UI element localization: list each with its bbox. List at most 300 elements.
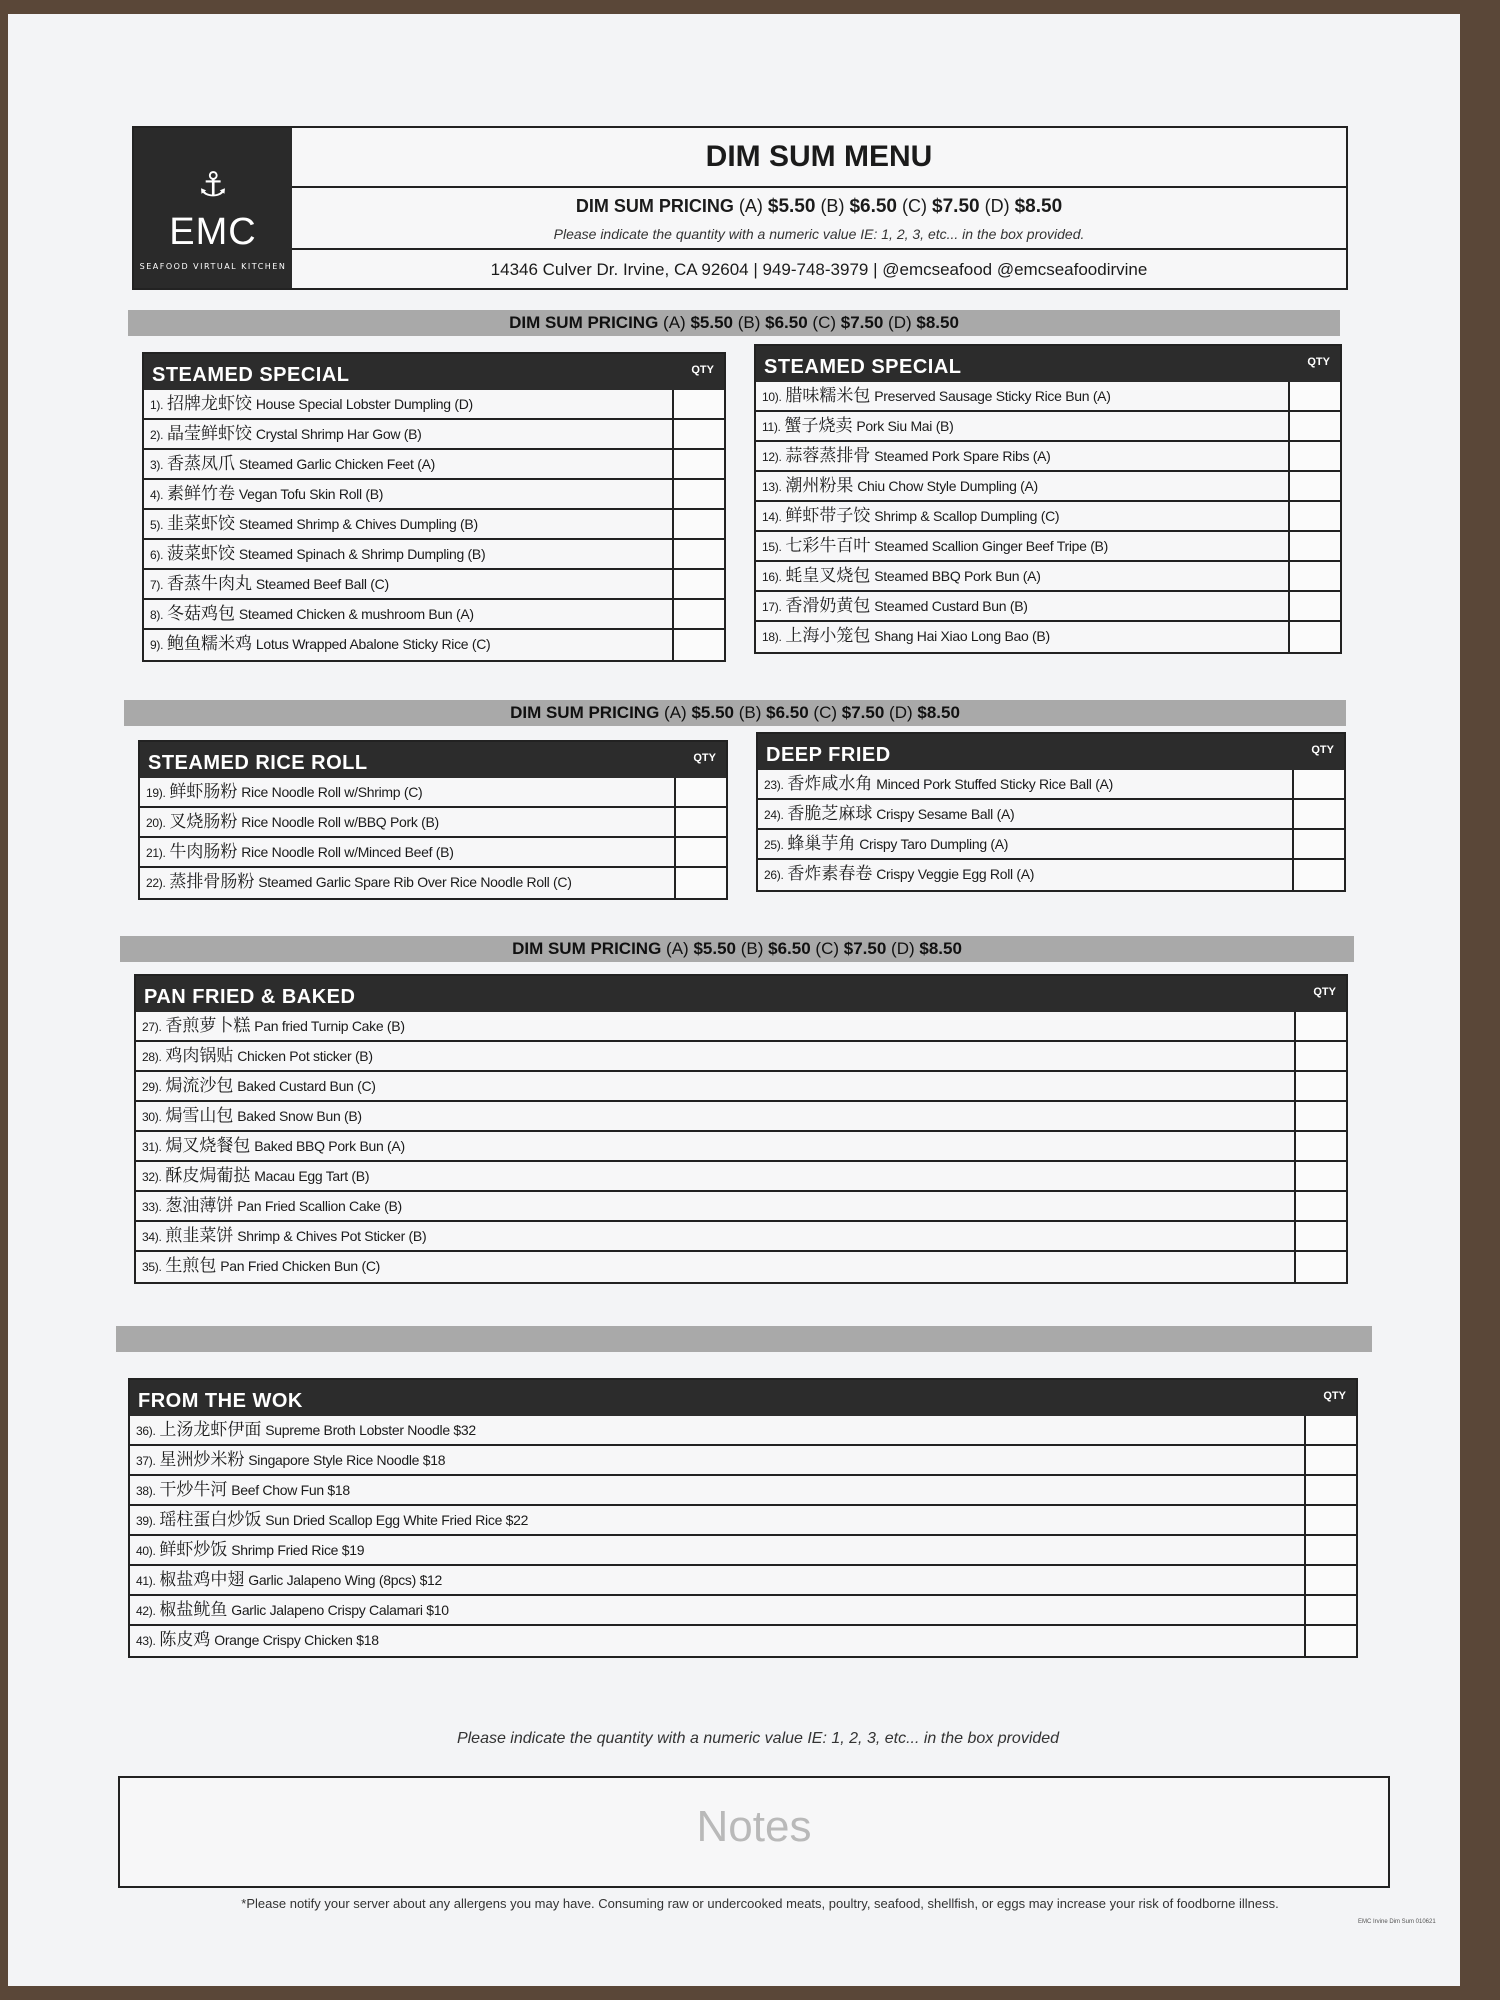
menu-item-row	[136, 1162, 1346, 1192]
notes-label: Notes	[696, 1802, 812, 1851]
item-number: 38).	[136, 1484, 156, 1498]
item-english-name: Rice Noodle Roll w/Shrimp (C)	[241, 784, 423, 800]
menu-item-text	[146, 838, 672, 867]
item-chinese-name: 鲜虾肠粉	[169, 782, 238, 801]
item-english-name: Preserved Sausage Sticky Rice Bun (A)	[874, 388, 1111, 404]
item-english-name: Supreme Broth Lobster Noodle $32	[265, 1422, 476, 1438]
quantity-box[interactable]	[1288, 532, 1340, 560]
item-number: 27).	[142, 1020, 162, 1034]
quantity-box[interactable]	[1288, 502, 1340, 530]
item-english-name: Sun Dried Scallop Egg White Fried Rice $22	[265, 1512, 529, 1528]
item-english-name: Baked BBQ Pork Bun (A)	[254, 1138, 405, 1154]
menu-item-text	[142, 1222, 1292, 1251]
section-from-the-wok	[128, 1378, 1358, 1658]
menu-item-row	[136, 1222, 1346, 1252]
menu-item-text	[150, 630, 670, 659]
item-chinese-name: 潮州粉果	[785, 476, 854, 495]
menu-item-row	[136, 1132, 1346, 1162]
item-english-name: Crispy Veggie Egg Roll (A)	[876, 866, 1035, 882]
item-number: 4).	[150, 488, 164, 502]
price-bar-key: (A)	[664, 703, 687, 722]
menu-item-text	[762, 412, 1286, 441]
section-header	[758, 734, 1344, 770]
item-english-name: Garlic Jalapeno Wing (8pcs) $12	[248, 1572, 443, 1588]
item-chinese-name: 酥皮焗葡挞	[165, 1166, 251, 1185]
quantity-box[interactable]	[1294, 1222, 1346, 1250]
menu-item-text	[136, 1626, 1302, 1655]
menu-item-text	[136, 1596, 1302, 1625]
item-number: 42).	[136, 1604, 156, 1618]
menu-item-row	[756, 502, 1340, 532]
menu-item-row	[136, 1072, 1346, 1102]
item-number: 24).	[764, 808, 784, 822]
item-english-name: Chiu Chow Style Dumpling (A)	[857, 478, 1038, 494]
quantity-box[interactable]	[1304, 1506, 1356, 1534]
menu-item-text	[150, 420, 670, 449]
menu-item-list	[758, 770, 1344, 890]
item-english-name: Vegan Tofu Skin Roll (B)	[238, 486, 384, 502]
quantity-box[interactable]	[674, 838, 726, 866]
item-chinese-name: 椒盐鸡中翅	[159, 1570, 245, 1589]
qty-column-header: QTY	[691, 364, 714, 376]
qty-column-header: QTY	[1307, 356, 1330, 368]
item-english-name: Steamed Shrimp & Chives Dumpling (B)	[238, 516, 478, 532]
menu-item-list	[136, 1012, 1346, 1282]
menu-item-row	[144, 630, 724, 660]
section-title: FROM THE WOK	[138, 1390, 303, 1412]
menu-item-text	[150, 600, 670, 629]
menu-item-text	[142, 1132, 1292, 1161]
price-bar-key: (B)	[737, 313, 761, 332]
item-chinese-name: 上海小笼包	[785, 626, 871, 645]
item-number: 15).	[762, 540, 782, 554]
menu-item-list	[144, 390, 724, 660]
menu-item-text	[150, 450, 670, 479]
menu-item-row	[140, 778, 726, 808]
item-number: 14).	[762, 510, 782, 524]
section-title: DEEP FRIED	[766, 744, 891, 766]
item-english-name: Beef Chow Fun $18	[231, 1482, 350, 1498]
item-number: 39).	[136, 1514, 156, 1528]
quantity-box[interactable]	[1292, 860, 1344, 890]
blank-price-bar	[116, 1326, 1372, 1352]
menu-item-row	[130, 1566, 1356, 1596]
item-english-name: Steamed Scallion Ginger Beef Tripe (B)	[874, 538, 1108, 554]
item-english-name: Garlic Jalapeno Crispy Calamari $10	[231, 1602, 449, 1618]
section-title: STEAMED RICE ROLL	[148, 752, 368, 774]
item-number: 33).	[142, 1200, 162, 1214]
item-number: 31).	[142, 1140, 162, 1154]
item-english-name: Shrimp & Scallop Dumpling (C)	[874, 508, 1060, 524]
quantity-box[interactable]	[1294, 1042, 1346, 1070]
item-number: 9).	[150, 638, 164, 652]
price-bar-value: $8.50	[917, 703, 960, 722]
quantity-box[interactable]	[1288, 472, 1340, 500]
item-number: 28).	[142, 1050, 162, 1064]
section-steamed-special-2	[754, 344, 1342, 654]
menu-item-text	[762, 382, 1286, 411]
item-number: 30).	[142, 1110, 162, 1124]
price-key-a: (A)	[738, 196, 763, 216]
price-value-d: $8.50	[1014, 196, 1063, 217]
item-chinese-name: 上汤龙虾伊面	[159, 1420, 262, 1439]
qty-column-header: QTY	[693, 752, 716, 764]
menu-item-text	[142, 1102, 1292, 1131]
item-english-name: Steamed Spinach & Shrimp Dumpling (B)	[238, 546, 486, 562]
item-english-name: Pan fried Turnip Cake (B)	[254, 1018, 405, 1034]
item-english-name: Steamed Garlic Spare Rib Over Rice Noodle Roll (C)	[258, 874, 572, 890]
item-chinese-name: 陈皮鸡	[159, 1630, 211, 1649]
menu-item-row	[130, 1596, 1356, 1626]
notes-box[interactable]	[118, 1776, 1390, 1888]
item-chinese-name: 冬菇鸡包	[166, 604, 235, 623]
allergen-notice: *Please notify your server about any allergens you may have. Consuming raw or undercooked meats, poultry, seafood, shellfish, or eggs may increase your risk of foodborne illness.	[241, 1896, 1279, 1911]
item-number: 17).	[762, 600, 782, 614]
section-header	[756, 346, 1340, 382]
section-header	[130, 1380, 1356, 1416]
menu-item-row	[756, 622, 1340, 652]
menu-item-row	[140, 868, 726, 898]
menu-item-row	[758, 800, 1344, 830]
quantity-box[interactable]	[1304, 1446, 1356, 1474]
quantity-box[interactable]	[672, 480, 724, 508]
item-number: 34).	[142, 1230, 162, 1244]
menu-item-row	[144, 570, 724, 600]
item-english-name: Orange Crispy Chicken $18	[214, 1632, 379, 1648]
menu-item-row	[756, 412, 1340, 442]
item-chinese-name: 焗流沙包	[165, 1076, 234, 1095]
price-bar-value: $8.50	[916, 313, 959, 332]
item-english-name: Shrimp & Chives Pot Sticker (B)	[237, 1228, 427, 1244]
price-bar	[124, 700, 1346, 726]
quantity-box[interactable]	[672, 540, 724, 568]
qty-column-header: QTY	[1313, 986, 1336, 998]
menu-item-text	[136, 1476, 1302, 1505]
menu-title: DIM SUM MENU	[292, 128, 1346, 188]
menu-item-text	[142, 1192, 1292, 1221]
quantity-box[interactable]	[1292, 830, 1344, 858]
quantity-box[interactable]	[672, 630, 724, 660]
item-chinese-name: 香滑奶黄包	[785, 596, 871, 615]
menu-item-text	[150, 510, 670, 539]
item-number: 35).	[142, 1260, 162, 1274]
item-chinese-name: 牛肉肠粉	[169, 842, 238, 861]
menu-item-text	[764, 830, 1290, 859]
menu-item-text	[136, 1566, 1302, 1595]
price-bar-key: (A)	[666, 939, 689, 958]
quantity-box[interactable]	[1294, 1102, 1346, 1130]
item-number: 21).	[146, 846, 166, 860]
footer-code: EMC Irvine Dim Sum 010621	[1358, 1919, 1436, 1925]
item-number: 40).	[136, 1544, 156, 1558]
item-chinese-name: 蒸排骨肠粉	[169, 872, 255, 891]
menu-item-row	[136, 1102, 1346, 1132]
menu-item-text	[142, 1042, 1292, 1071]
menu-item-text	[762, 592, 1286, 621]
quantity-box[interactable]	[674, 868, 726, 898]
menu-item-row	[130, 1446, 1356, 1476]
quantity-box[interactable]	[1304, 1416, 1356, 1444]
item-english-name: Crispy Sesame Ball (A)	[876, 806, 1015, 822]
price-bar-key: (C)	[812, 313, 837, 332]
item-number: 11).	[762, 420, 781, 434]
menu-item-row	[144, 450, 724, 480]
quantity-box[interactable]	[674, 778, 726, 806]
menu-item-text	[136, 1446, 1302, 1475]
price-bar-key: (B)	[738, 703, 762, 722]
item-english-name: Singapore Style Rice Noodle $18	[248, 1452, 446, 1468]
menu-item-row	[130, 1626, 1356, 1656]
quantity-box[interactable]	[1288, 562, 1340, 590]
item-english-name: Minced Pork Stuffed Sticky Rice Ball (A)	[876, 776, 1113, 792]
quantity-box[interactable]	[1292, 770, 1344, 798]
item-chinese-name: 生煎包	[165, 1256, 217, 1275]
item-english-name: Steamed Beef Ball (C)	[255, 576, 389, 592]
quantity-box[interactable]	[1288, 622, 1340, 652]
item-number: 19).	[146, 786, 166, 800]
price-bar-key: (B)	[740, 939, 764, 958]
section-title: STEAMED SPECIAL	[764, 356, 962, 378]
menu-item-text	[142, 1072, 1292, 1101]
menu-item-text	[142, 1162, 1292, 1191]
menu-item-row	[140, 808, 726, 838]
section-header	[140, 742, 726, 778]
menu-item-row	[756, 562, 1340, 592]
quantity-box[interactable]	[1294, 1012, 1346, 1040]
item-chinese-name: 香蒸牛肉丸	[166, 574, 252, 593]
item-chinese-name: 鲍鱼糯米鸡	[166, 634, 252, 653]
item-chinese-name: 干炒牛河	[159, 1480, 228, 1499]
quantity-box[interactable]	[1292, 800, 1344, 828]
item-chinese-name: 招牌龙虾饺	[166, 394, 252, 413]
qty-column-header: QTY	[1311, 744, 1334, 756]
item-chinese-name: 葱油薄饼	[165, 1196, 234, 1215]
price-bar-label: DIM SUM PRICING	[512, 939, 662, 958]
item-english-name: Pan Fried Scallion Cake (B)	[237, 1198, 402, 1214]
item-english-name: Rice Noodle Roll w/BBQ Pork (B)	[241, 814, 439, 830]
menu-item-text	[762, 532, 1286, 561]
item-english-name: Pork Siu Mai (B)	[856, 418, 954, 434]
contact-info: 14346 Culver Dr. Irvine, CA 92604 | 949-748-3979 | @emcseafood @emcseafoodirvine	[292, 248, 1346, 290]
price-value-b: $6.50	[849, 196, 897, 217]
price-key-d: (D)	[984, 196, 1010, 216]
quantity-box[interactable]	[672, 420, 724, 448]
quantity-box[interactable]	[1304, 1626, 1356, 1656]
section-header	[136, 976, 1346, 1012]
menu-item-text	[762, 622, 1286, 651]
item-chinese-name: 香煎萝卜糕	[165, 1016, 251, 1035]
item-english-name: Steamed Custard Bun (B)	[874, 598, 1028, 614]
item-chinese-name: 星洲炒米粉	[159, 1450, 245, 1469]
menu-item-row	[756, 592, 1340, 622]
price-bar-value: $8.50	[919, 939, 962, 958]
quantity-box[interactable]	[1288, 442, 1340, 470]
quantity-box[interactable]	[674, 808, 726, 836]
item-number: 43).	[136, 1634, 156, 1648]
menu-item-text	[764, 860, 1290, 889]
menu-item-text	[150, 540, 670, 569]
item-english-name: Pan Fried Chicken Bun (C)	[220, 1258, 381, 1274]
menu-item-text	[764, 770, 1290, 799]
section-title: PAN FRIED & BAKED	[144, 986, 356, 1008]
section-header	[144, 354, 724, 390]
menu-item-row	[136, 1252, 1346, 1282]
menu-item-list	[756, 382, 1340, 652]
item-chinese-name: 香炸素春卷	[787, 864, 873, 883]
menu-item-text	[136, 1536, 1302, 1565]
section-steamed-special-1	[142, 352, 726, 662]
item-chinese-name: 素鲜竹卷	[166, 484, 235, 503]
menu-item-row	[140, 838, 726, 868]
logo	[134, 128, 292, 288]
price-bar-value: $7.50	[840, 313, 884, 332]
menu-item-text	[146, 868, 672, 897]
quantity-box[interactable]	[672, 450, 724, 478]
quantity-box[interactable]	[1288, 412, 1340, 440]
menu-item-text	[150, 480, 670, 509]
price-bar-label: DIM SUM PRICING	[509, 313, 659, 332]
menu-item-row	[144, 540, 724, 570]
quantity-box[interactable]	[1304, 1596, 1356, 1624]
menu-item-row	[756, 382, 1340, 412]
quantity-box[interactable]	[1304, 1536, 1356, 1564]
quantity-box[interactable]	[1304, 1566, 1356, 1594]
item-chinese-name: 煎韭菜饼	[165, 1226, 234, 1245]
item-number: 25).	[764, 838, 784, 852]
menu-item-row	[758, 770, 1344, 800]
item-english-name: Steamed Garlic Chicken Feet (A)	[238, 456, 435, 472]
item-number: 16).	[762, 570, 782, 584]
menu-item-text	[142, 1012, 1292, 1041]
item-english-name: Shrimp Fried Rice $19	[231, 1542, 365, 1558]
price-bar-key: (D)	[891, 939, 915, 958]
item-chinese-name: 香炸咸水角	[787, 774, 873, 793]
menu-item-text	[762, 562, 1286, 591]
menu-item-row	[144, 510, 724, 540]
menu-item-row	[136, 1012, 1346, 1042]
price-bar-key: (C)	[815, 939, 840, 958]
quantity-box[interactable]	[672, 600, 724, 628]
quantity-box[interactable]	[1294, 1072, 1346, 1100]
item-number: 22).	[146, 876, 166, 890]
price-bar-value: $7.50	[843, 939, 887, 958]
section-pan-fried-baked	[134, 974, 1348, 1284]
menu-item-row	[130, 1506, 1356, 1536]
menu-item-text	[146, 778, 672, 807]
quantity-box[interactable]	[672, 510, 724, 538]
logo-subtitle: SEAFOOD VIRTUAL KITCHEN	[139, 262, 287, 271]
item-chinese-name: 蜂巢芋角	[787, 834, 856, 853]
quantity-box[interactable]	[1288, 382, 1340, 410]
item-chinese-name: 鸡肉锅贴	[165, 1046, 234, 1065]
menu-item-row	[144, 480, 724, 510]
menu-item-row	[130, 1536, 1356, 1566]
menu-item-text	[762, 472, 1286, 501]
price-bar-label: DIM SUM PRICING	[510, 703, 660, 722]
item-number: 18).	[762, 630, 782, 644]
menu-item-row	[756, 442, 1340, 472]
quantity-box[interactable]	[672, 390, 724, 418]
item-chinese-name: 焗叉烧餐包	[165, 1136, 251, 1155]
quantity-box[interactable]	[1294, 1252, 1346, 1282]
item-chinese-name: 蟹子烧卖	[784, 416, 853, 435]
item-chinese-name: 瑶柱蛋白炒饭	[159, 1510, 262, 1529]
price-value-a: $5.50	[767, 196, 816, 217]
pricing-label: DIM SUM PRICING	[575, 196, 734, 216]
item-english-name: Crystal Shrimp Har Gow (B)	[255, 426, 422, 442]
item-chinese-name: 鲜虾炒饭	[159, 1540, 228, 1559]
item-english-name: Steamed BBQ Pork Bun (A)	[874, 568, 1041, 584]
item-english-name: Shang Hai Xiao Long Bao (B)	[874, 628, 1050, 644]
item-number: 1).	[150, 398, 164, 412]
item-english-name: Rice Noodle Roll w/Minced Beef (B)	[241, 844, 454, 860]
bottom-quantity-instruction: Please indicate the quantity with a numeric value IE: 1, 2, 3, etc... in the box provided	[456, 1730, 1060, 1747]
menu-item-row	[144, 420, 724, 450]
menu-item-text	[764, 800, 1290, 829]
price-bar-value: $5.50	[693, 939, 736, 958]
menu-item-row	[130, 1416, 1356, 1446]
item-number: 2).	[150, 428, 164, 442]
item-number: 26).	[764, 868, 784, 882]
header-pricing	[292, 196, 1346, 218]
price-bar-value: $6.50	[768, 939, 811, 958]
item-number: 3).	[150, 458, 164, 472]
menu-item-text	[142, 1252, 1292, 1281]
menu-item-text	[762, 442, 1286, 471]
section-deep-fried	[756, 732, 1346, 892]
menu-item-text	[136, 1506, 1302, 1535]
quantity-box[interactable]	[672, 570, 724, 598]
item-english-name: House Special Lobster Dumpling (D)	[255, 396, 473, 412]
quantity-box[interactable]	[1294, 1132, 1346, 1160]
menu-item-row	[758, 860, 1344, 890]
price-bar-value: $5.50	[690, 313, 733, 332]
menu-item-row	[130, 1476, 1356, 1506]
price-bar-key: (C)	[813, 703, 838, 722]
menu-paper	[8, 14, 1460, 1986]
price-bar-value: $6.50	[765, 313, 808, 332]
item-number: 37).	[136, 1454, 156, 1468]
item-chinese-name: 韭菜虾饺	[166, 514, 235, 533]
price-bar-value: $6.50	[766, 703, 809, 722]
item-number: 8).	[150, 608, 164, 622]
item-english-name: Steamed Chicken & mushroom Bun (A)	[238, 606, 474, 622]
quantity-box[interactable]	[1304, 1476, 1356, 1504]
price-key-c: (C)	[902, 196, 928, 216]
item-number: 12).	[762, 450, 782, 464]
quantity-box[interactable]	[1288, 592, 1340, 620]
price-value-c: $7.50	[932, 196, 980, 217]
item-chinese-name: 鲜虾带子饺	[785, 506, 871, 525]
price-bar	[120, 936, 1354, 962]
item-chinese-name: 香脆芝麻球	[787, 804, 873, 823]
price-bar-value: $7.50	[841, 703, 885, 722]
price-bar-key: (D)	[889, 703, 913, 722]
section-title: STEAMED SPECIAL	[152, 364, 350, 386]
price-bar	[128, 310, 1340, 336]
menu-item-row	[136, 1192, 1346, 1222]
item-number: 6).	[150, 548, 164, 562]
quantity-box[interactable]	[1294, 1162, 1346, 1190]
item-english-name: Chicken Pot sticker (B)	[237, 1048, 373, 1064]
anchor-icon: ⚓	[197, 165, 229, 205]
menu-item-list	[130, 1416, 1356, 1656]
item-chinese-name: 菠菜虾饺	[166, 544, 235, 563]
quantity-box[interactable]	[1294, 1192, 1346, 1220]
item-number: 29).	[142, 1080, 162, 1094]
item-chinese-name: 腊味糯米包	[785, 386, 871, 405]
section-steamed-rice-roll	[138, 740, 728, 900]
